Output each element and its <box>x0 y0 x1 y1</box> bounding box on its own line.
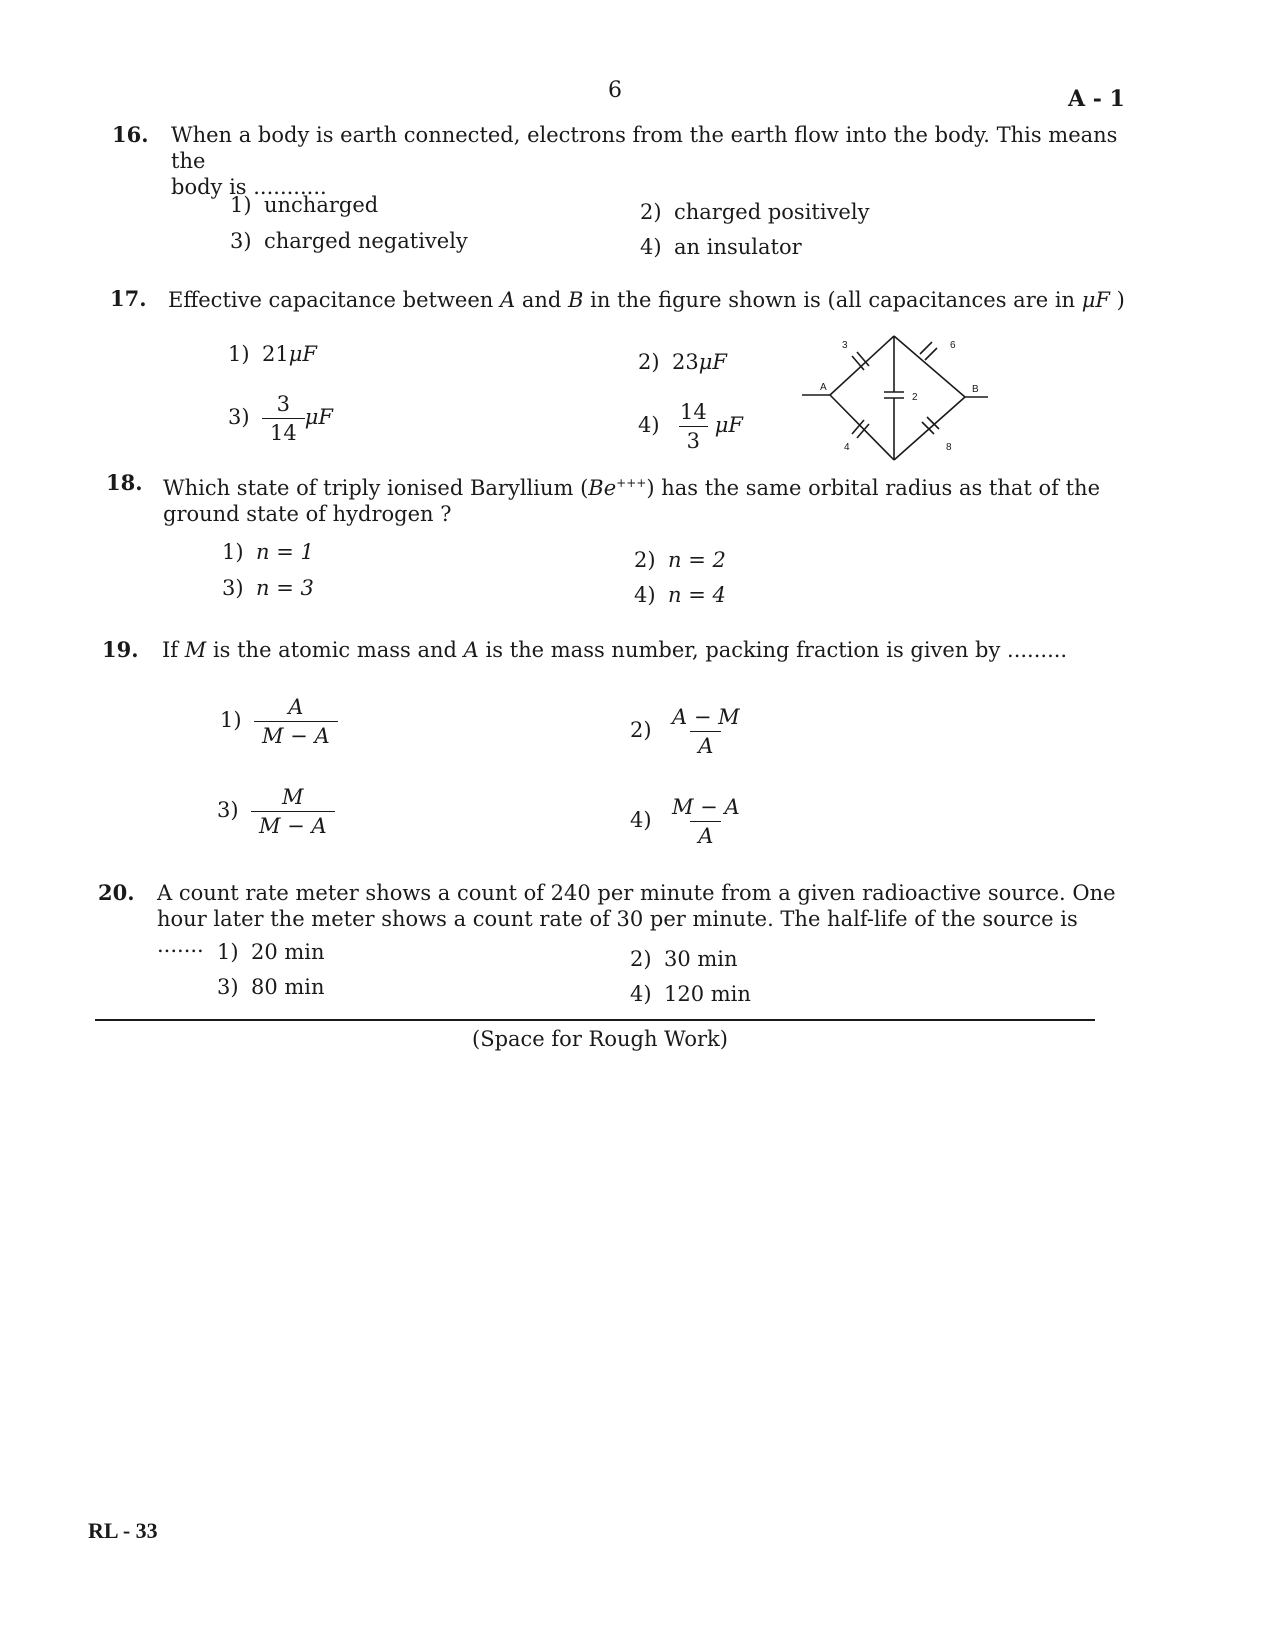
branch-top-left <box>830 336 894 395</box>
q17-option-1[interactable]: 1) 21μF <box>228 342 317 366</box>
node-a-label: A <box>820 382 827 393</box>
q18-option-4[interactable]: 4) n = 4 <box>634 583 726 607</box>
q16-option-3[interactable]: 3) charged negatively <box>230 229 468 253</box>
fraction: $\frac{14}{3}$ <box>680 400 707 453</box>
q17-option-4[interactable]: 4) $\frac{14}{3}$ μF <box>638 400 743 453</box>
question-19-number: 19. <box>102 637 139 662</box>
q18-option-3[interactable]: 3) n = 3 <box>222 576 314 600</box>
capacitor-2-label: 2 <box>912 392 918 403</box>
q16-option-1[interactable]: 1) uncharged <box>230 193 379 217</box>
fraction: $\frac{A}{M - A}$ <box>254 695 338 748</box>
page-number: 6 <box>608 78 622 103</box>
q19-option-4[interactable]: 4) $\frac{M - A}{A}$ <box>630 795 748 848</box>
question-19-text: If M is the atomic mass and A is the mass number, packing fraction is given by ......... <box>162 638 1068 662</box>
q16-option-2[interactable]: 2) charged positively <box>640 200 870 224</box>
question-18-line-2: ground state of hydrogen ? <box>163 502 452 526</box>
capacitor-6-label: 6 <box>950 340 956 351</box>
capacitor-8-plate <box>922 422 934 434</box>
capacitor-3-label: 3 <box>842 340 848 351</box>
question-20-number: 20. <box>98 880 135 905</box>
capacitor-4-label: 4 <box>844 442 850 453</box>
rough-work-divider <box>95 1019 1095 1021</box>
fraction: $\frac{A - M}{A}$ <box>672 705 740 758</box>
fraction: $\frac{M}{M - A}$ <box>251 785 335 838</box>
question-20-line-1: A count rate meter shows a count of 240 per minute from a given radioactive source. One <box>157 881 1116 905</box>
capacitor-network-figure <box>800 330 990 465</box>
node-b-label: B <box>972 384 979 395</box>
question-18-number: 18. <box>106 470 143 495</box>
capacitor-6-plate <box>920 342 932 354</box>
question-16-text <box>171 122 1131 200</box>
question-16-line-2: body is ........... <box>171 175 327 199</box>
capacitor-8-plate <box>927 417 939 429</box>
fraction: $\frac{M - A}{A}$ <box>672 795 740 848</box>
q19-option-2[interactable]: 2) $\frac{A - M}{A}$ <box>630 705 748 758</box>
q19-option-3[interactable]: 3) $\frac{M}{M - A}$ <box>217 785 335 838</box>
fraction: $\frac{3}{14}$ <box>262 392 305 445</box>
question-16-number: 16. <box>112 122 149 147</box>
footer-code: RL - 33 <box>88 1518 158 1543</box>
branch-bottom-left <box>830 395 894 460</box>
q17-option-2[interactable]: 2) 23μF <box>638 350 727 374</box>
question-16-line-1: When a body is earth connected, electrons from the earth flow into the body. This means the <box>171 123 1118 173</box>
q17-option-3[interactable]: 3) $\frac{3}{14}$ μF <box>228 392 333 445</box>
q20-option-2[interactable]: 2) 30 min <box>630 947 738 971</box>
booklet-code: A - 1 <box>1068 86 1125 112</box>
q18-option-1[interactable]: 1) n = 1 <box>222 540 314 564</box>
question-17-number: 17. <box>110 286 147 311</box>
question-18-line-1: Which state of triply ionised Baryllium (Be+++) has the same orbital radius as that of the <box>163 476 1101 500</box>
question-18-text <box>163 470 1123 527</box>
q20-option-1[interactable]: 1) 20 min <box>217 940 325 964</box>
q19-option-1[interactable]: 1) $\frac{A}{M - A}$ <box>220 695 338 748</box>
question-20-line-2: hour later the meter shows a count rate of 30 per minute. The half-life of the source is ....... <box>157 907 1078 957</box>
capacitor-8-label: 8 <box>946 442 952 453</box>
q20-option-4[interactable]: 4) 120 min <box>630 982 751 1006</box>
rough-work-label: (Space for Rough Work) <box>472 1027 728 1051</box>
q20-option-3[interactable]: 3) 80 min <box>217 975 325 999</box>
q16-option-4[interactable]: 4) an insulator <box>640 235 802 259</box>
capacitor-6-plate <box>925 348 937 360</box>
question-17-text: Effective capacitance between A and B in the figure shown is (all capacitances are in μF ) <box>168 288 1125 312</box>
q18-option-2[interactable]: 2) n = 2 <box>634 548 726 572</box>
